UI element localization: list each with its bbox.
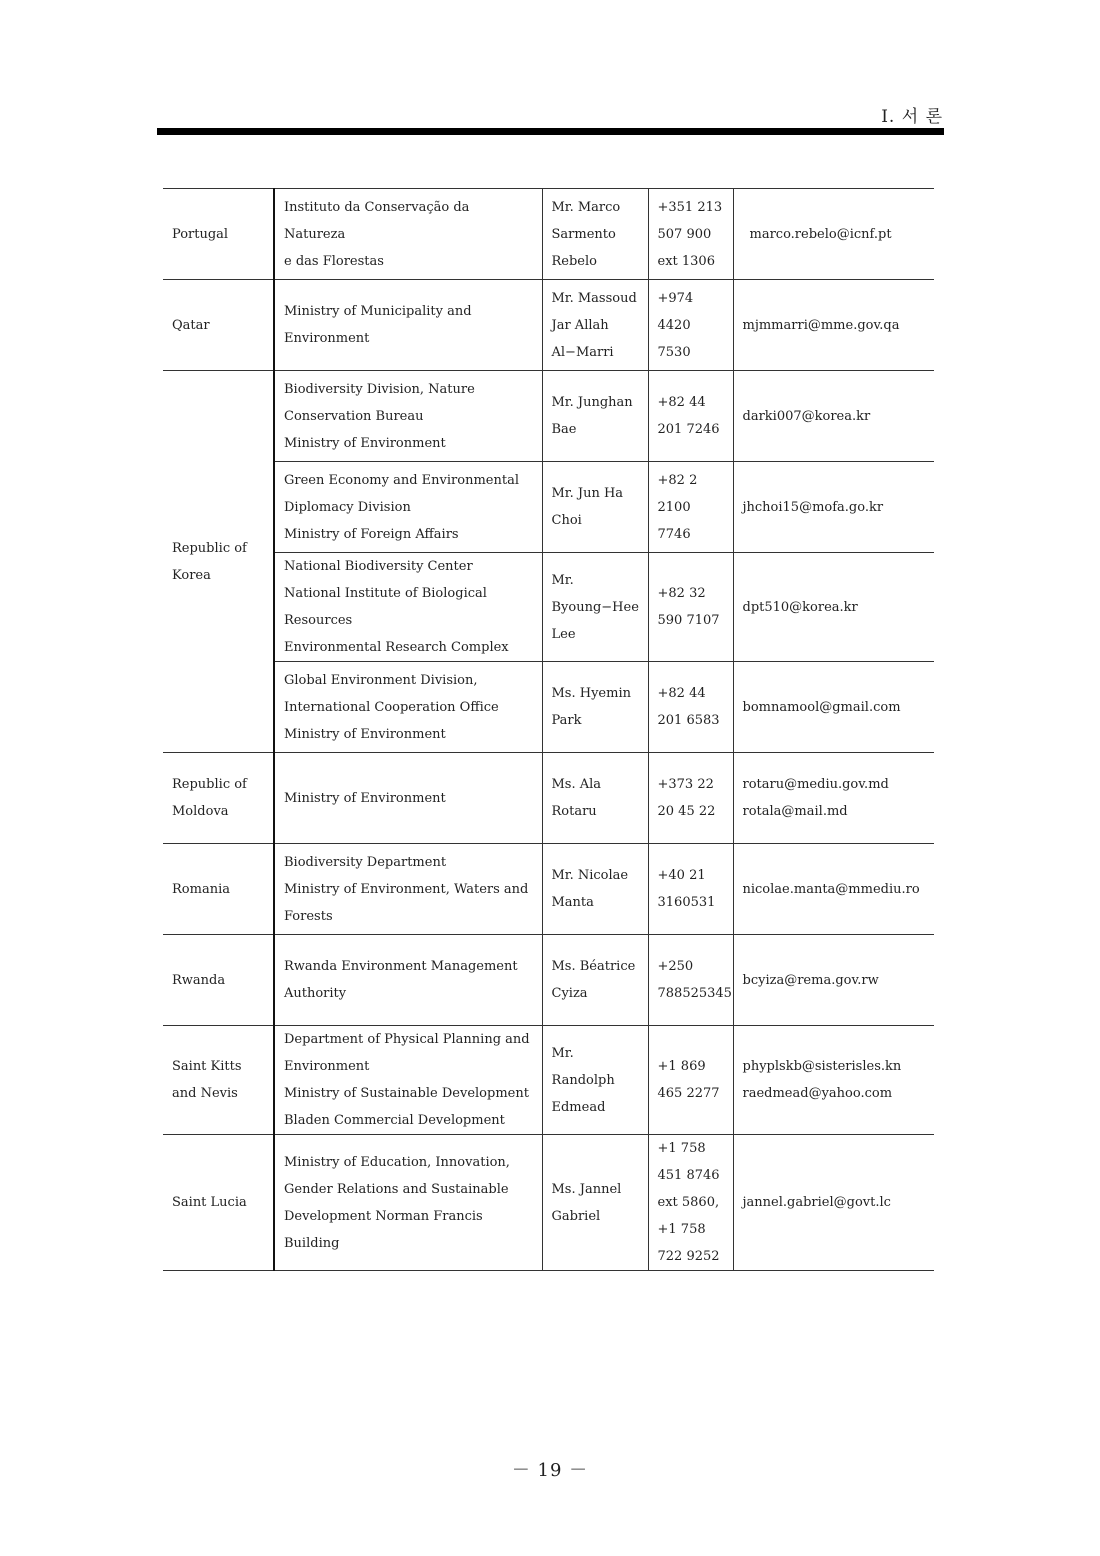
email-cell: rotaru@mediu.gov.md rotala@mail.md — [733, 753, 934, 844]
agency-cell: National Biodiversity Center National Institute of Biological Resources Environmental Research Complex — [274, 553, 542, 662]
agency-cell: Green Economy and Environmental Diplomacy Division Ministry of Foreign Affairs — [274, 462, 542, 553]
phone-cell: +250 788525345 — [648, 935, 733, 1026]
phone-cell: +974 4420 7530 — [648, 280, 733, 371]
email-cell: jhchoi15@mofa.go.kr — [733, 462, 934, 553]
table-row — [163, 371, 934, 462]
contact-cell: Mr. Jun Ha Choi — [542, 462, 648, 553]
country-cell: Republic of Korea — [163, 371, 274, 753]
country-cell: Republic of Moldova — [163, 753, 274, 844]
table-row — [163, 189, 934, 280]
table-row — [163, 1135, 934, 1271]
country-cell: Saint Kitts and Nevis — [163, 1026, 274, 1135]
contact-cell: Mr. Massoud Jar Allah Al−Marri — [542, 280, 648, 371]
country-cell: Portugal — [163, 189, 274, 280]
email-cell: bomnamool@gmail.com — [733, 662, 934, 753]
email-cell: jannel.gabriel@govt.lc — [733, 1135, 934, 1271]
table-row — [163, 844, 934, 935]
country-cell: Rwanda — [163, 935, 274, 1026]
agency-cell: Ministry of Environment — [274, 753, 542, 844]
email-cell: mjmmarri@mme.gov.qa — [733, 280, 934, 371]
agency-cell: Global Environment Division, International Cooperation Office Ministry of Environment — [274, 662, 542, 753]
phone-cell: +82 32 590 7107 — [648, 553, 733, 662]
table-row — [163, 553, 934, 662]
country-cell: Romania — [163, 844, 274, 935]
agency-cell: Biodiversity Division, Nature Conservation Bureau Ministry of Environment — [274, 371, 542, 462]
phone-cell: +1 869 465 2277 — [648, 1026, 733, 1135]
country-cell: Saint Lucia — [163, 1135, 274, 1271]
contact-cell: Ms. Jannel Gabriel — [542, 1135, 648, 1271]
contact-cell: Mr. Byoung−Hee Lee — [542, 553, 648, 662]
table-row — [163, 662, 934, 753]
email-cell: bcyiza@rema.gov.rw — [733, 935, 934, 1026]
contact-cell: Ms. Hyemin Park — [542, 662, 648, 753]
email-cell: marco.rebelo@icnf.pt — [733, 189, 934, 280]
phone-cell: +1 758 451 8746 ext 5860, +1 758 722 9252 — [648, 1135, 733, 1271]
table-row — [163, 1026, 934, 1135]
page-header-title: I. 서 론 — [881, 107, 943, 127]
email-cell: phyplskb@sisterisles.kn raedmead@yahoo.com — [733, 1026, 934, 1135]
phone-cell: +82 2 2100 7746 — [648, 462, 733, 553]
table-row — [163, 935, 934, 1026]
agency-cell: Ministry of Education, Innovation, Gender Relations and Sustainable Development Norman Francis Building — [274, 1135, 542, 1271]
contact-cell: Mr. Junghan Bae — [542, 371, 648, 462]
contact-cell: Ms. Béatrice Cyiza — [542, 935, 648, 1026]
email-cell: darki007@korea.kr — [733, 371, 934, 462]
agency-cell: Ministry of Municipality and Environment — [274, 280, 542, 371]
phone-cell: +82 44 201 6583 — [648, 662, 733, 753]
contact-cell: Mr. Marco Sarmento Rebelo — [542, 189, 648, 280]
phone-cell: +373 22 20 45 22 — [648, 753, 733, 844]
table-row — [163, 753, 934, 844]
country-cell: Qatar — [163, 280, 274, 371]
contact-cell: Mr. Randolph Edmead — [542, 1026, 648, 1135]
table-row — [163, 462, 934, 553]
email-cell: dpt510@korea.kr — [733, 553, 934, 662]
page-number: － 19 － — [511, 1460, 589, 1481]
header-rule — [157, 128, 944, 135]
contact-cell: Ms. Ala Rotaru — [542, 753, 648, 844]
contact-cell: Mr. Nicolae Manta — [542, 844, 648, 935]
table-row — [163, 280, 934, 371]
contacts-table — [163, 188, 934, 1271]
phone-cell: +351 213 507 900 ext 1306 — [648, 189, 733, 280]
agency-cell: Department of Physical Planning and Environment Ministry of Sustainable Development Bladen Commercial Development — [274, 1026, 542, 1135]
agency-cell: Biodiversity Department Ministry of Environment, Waters and Forests — [274, 844, 542, 935]
phone-cell: +40 21 3160531 — [648, 844, 733, 935]
phone-cell: +82 44 201 7246 — [648, 371, 733, 462]
email-cell: nicolae.manta@mmediu.ro — [733, 844, 934, 935]
agency-cell: Rwanda Environment Management Authority — [274, 935, 542, 1026]
agency-cell: Instituto da Conservação da Natureza e das Florestas — [274, 189, 542, 280]
